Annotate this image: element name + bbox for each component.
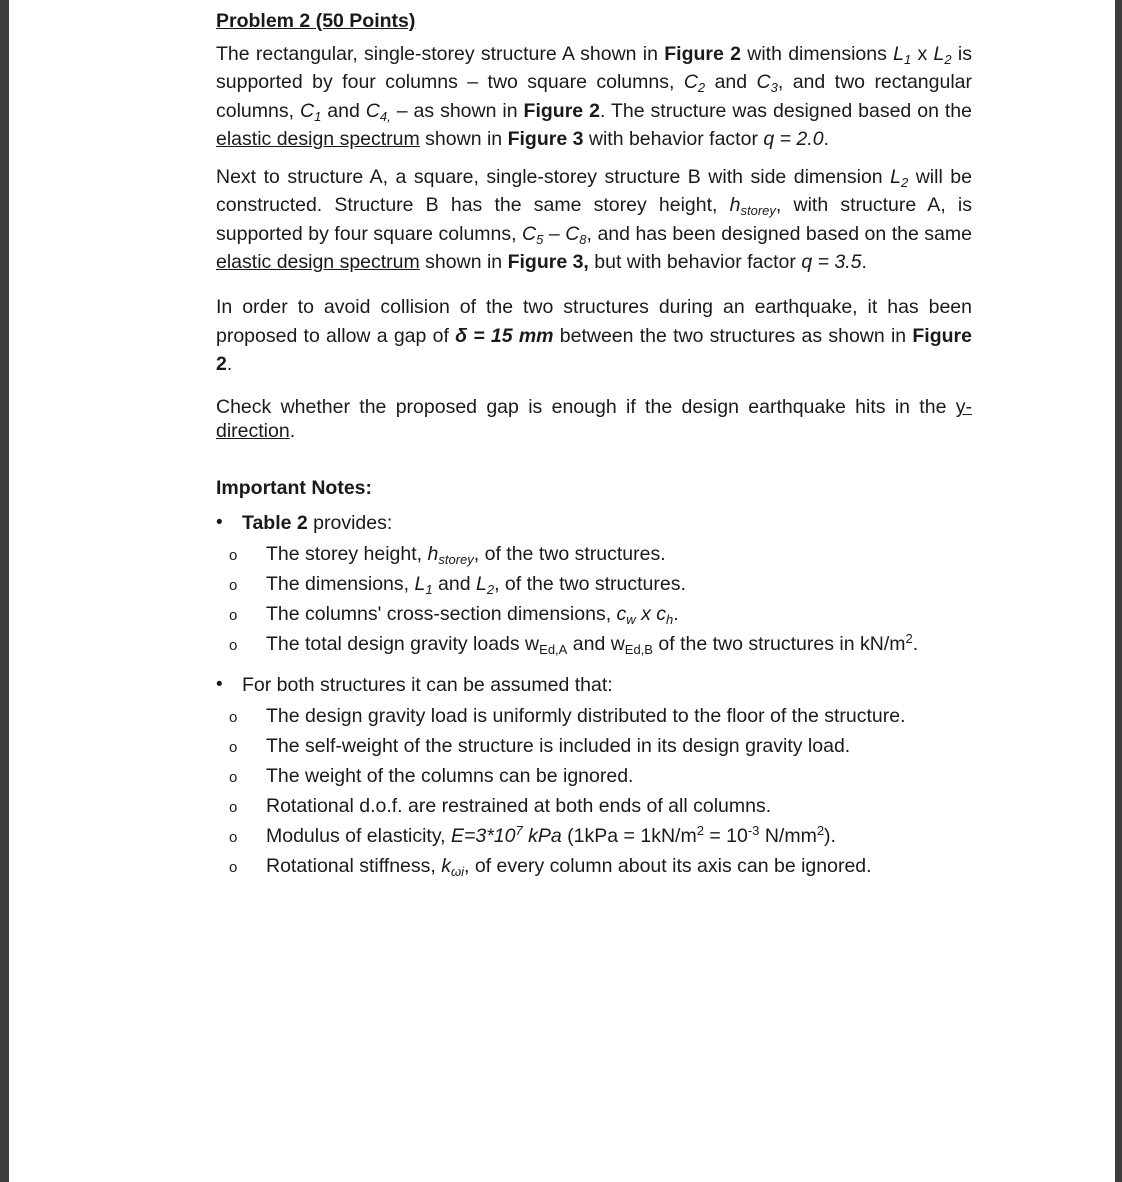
problem-title: Problem 2 (50 Points) (216, 10, 416, 32)
text: with behavior factor (583, 127, 764, 150)
circle-bullet-icon: o (229, 769, 238, 787)
text: . (226, 352, 233, 375)
document-page (216, 8, 972, 878)
notes-heading: Important Notes: (216, 477, 372, 500)
text: The dimensions, (266, 573, 415, 596)
text: , of the two structures. (494, 573, 686, 596)
symbol: C (565, 222, 580, 245)
sub-item-storey-height (216, 542, 972, 566)
text: . (912, 633, 919, 656)
text: , of every column about its axis can be ignored. (464, 855, 872, 878)
subscript: 5 (536, 231, 544, 247)
text: , with structure A, is supported by four square columns, (216, 194, 972, 245)
elastic-spectrum-link[interactable]: elastic design spectrum (216, 251, 420, 274)
sub-item-self-weight (216, 734, 972, 758)
text: . (861, 251, 867, 274)
text: is supported by four columns – two square columns, (216, 43, 972, 94)
text: . (823, 127, 829, 150)
circle-bullet-icon: o (229, 547, 238, 565)
text: provides: (307, 512, 393, 535)
text: For both structures it can be assumed that: (242, 674, 613, 697)
text: . (289, 420, 296, 443)
symbol: L (893, 43, 904, 65)
circle-bullet-icon: o (229, 799, 238, 817)
symbol: L (890, 166, 901, 189)
circle-bullet-icon: o (229, 739, 238, 757)
subscript: 1 (314, 108, 322, 124)
symbol: C (756, 71, 771, 94)
table-ref: Table 2 (242, 512, 308, 535)
superscript: 2 (816, 823, 825, 839)
text: (1kPa = 1kN/m (561, 825, 697, 848)
sub-item-rotational-dof (216, 794, 972, 818)
figure-ref: Figure 2 (216, 324, 972, 375)
text: , of the two structures. (473, 543, 666, 566)
text: The self-weight of the structure is included in its design gravity load. (266, 735, 851, 758)
text: The weight of the columns can be ignored. (266, 765, 634, 788)
sub-item-gravity-loads (216, 632, 972, 656)
bullet-assumptions (216, 672, 972, 698)
figure-ref: Figure 3, (507, 251, 589, 274)
text: Modulus of elasticity, (266, 825, 451, 848)
figure-ref: Figure 2 (523, 99, 600, 122)
subscript: Ed,A (539, 642, 568, 658)
paragraph-structure-a (216, 40, 972, 153)
symbol: C (522, 222, 537, 245)
subscript: 1 (903, 52, 912, 67)
circle-bullet-icon: o (229, 607, 238, 625)
subscript: w (626, 612, 636, 628)
text: of the two structures in kN/m (652, 633, 906, 656)
text: will be constructed. Structure B has the same storey height, (216, 166, 972, 217)
text: In order to avoid collision of the two structures during an earthquake, it has been proposed to allow a gap of (216, 296, 972, 347)
sub-item-cross-section (216, 602, 972, 626)
symbol: x (635, 603, 657, 626)
bullet-table2 (216, 510, 972, 536)
text: with dimensions (740, 43, 894, 65)
text: and (432, 573, 476, 596)
subscript: 4, (379, 108, 391, 124)
text: and (705, 71, 757, 94)
text: Check whether the proposed gap is enough if the design earthquake hits in the (216, 396, 956, 419)
text: , and has been designed based on the same (586, 222, 972, 245)
sub-item-column-weight (216, 764, 972, 788)
circle-bullet-icon: o (229, 577, 238, 595)
text: The storey height, (266, 543, 428, 566)
text: N/mm (759, 825, 817, 848)
symbol: h (729, 194, 741, 217)
subscript: 2 (901, 175, 909, 191)
subscript: storey (740, 203, 776, 219)
text: and w (567, 633, 625, 656)
subscript: 8 (579, 231, 587, 247)
symbol: c (616, 603, 627, 626)
text: x (911, 43, 934, 65)
bullet-icon: • (216, 512, 223, 534)
left-window-edge (0, 0, 9, 1182)
text: The columns' cross-section dimensions, (266, 603, 617, 626)
text: . The structure was designed based on the (599, 99, 972, 122)
superscript: 2 (905, 631, 913, 647)
subscript: Ed,B (624, 642, 653, 658)
subscript: ωi (450, 864, 464, 880)
text: and (321, 99, 366, 122)
symbol: k (441, 855, 451, 878)
text: , and two rectangular columns, (216, 71, 972, 122)
paragraph-gap (216, 293, 972, 378)
symbol: E=3*10 (450, 825, 516, 848)
text: Rotational stiffness, (266, 855, 442, 878)
sub-item-rotational-stiffness (216, 854, 972, 878)
circle-bullet-icon: o (229, 709, 238, 727)
superscript: 2 (696, 823, 704, 839)
symbol: L (933, 43, 945, 65)
text: The design gravity load is uniformly distributed to the floor of the structure. (266, 705, 906, 728)
subscript: 2 (697, 80, 706, 96)
figure-ref: Figure 3 (507, 127, 584, 150)
text: shown in (419, 127, 508, 150)
behavior-factor: q = 3.5 (801, 251, 862, 274)
symbol: C (365, 99, 380, 122)
sub-item-uniform-load (216, 704, 972, 728)
elastic-spectrum-link[interactable]: elastic design spectrum (216, 127, 420, 150)
sub-item-dimensions (216, 572, 972, 596)
paragraph-check (216, 395, 972, 443)
symbol: L (414, 573, 426, 596)
symbol: C (300, 99, 315, 122)
text: The total design gravity loads w (266, 633, 540, 656)
subscript: 2 (486, 582, 495, 598)
text: The rectangular, single-storey structure A shown in (216, 43, 665, 65)
symbol: h (427, 543, 439, 566)
text: but with behavior factor (588, 251, 802, 274)
text: between the two structures as shown in (553, 324, 913, 347)
subscript: h (666, 612, 674, 628)
subscript: storey (438, 552, 474, 568)
text: Next to structure A, a square, single-storey structure B with side dimension (216, 166, 891, 189)
text: – (543, 222, 566, 245)
text: shown in (419, 251, 508, 274)
subscript: 3 (770, 80, 778, 96)
symbol: L (475, 573, 487, 596)
circle-bullet-icon: o (229, 829, 238, 847)
superscript: -3 (747, 823, 760, 839)
sub-item-modulus (216, 824, 972, 848)
gap-value: δ = 15 mm (455, 324, 554, 347)
text: . (673, 603, 679, 626)
superscript: 7 (515, 823, 523, 839)
text: = 10 (703, 825, 748, 848)
subscript: 2 (944, 52, 952, 67)
y-direction-link[interactable]: y-direction (216, 396, 972, 443)
figure-ref: Figure 2 (664, 43, 741, 65)
symbol: c (656, 603, 667, 626)
circle-bullet-icon: o (229, 637, 238, 655)
unit: kPa (522, 825, 562, 848)
text: Rotational d.o.f. are restrained at both ends of all columns. (266, 795, 772, 818)
circle-bullet-icon: o (229, 859, 238, 877)
symbol: C (683, 71, 698, 94)
text: – as shown in (390, 99, 524, 122)
subscript: 1 (425, 582, 433, 598)
text: ). (824, 825, 836, 848)
right-window-edge (1115, 0, 1122, 1182)
behavior-factor: q = 2.0 (763, 127, 824, 150)
paragraph-structure-b (216, 163, 972, 276)
bullet-icon: • (216, 674, 223, 696)
